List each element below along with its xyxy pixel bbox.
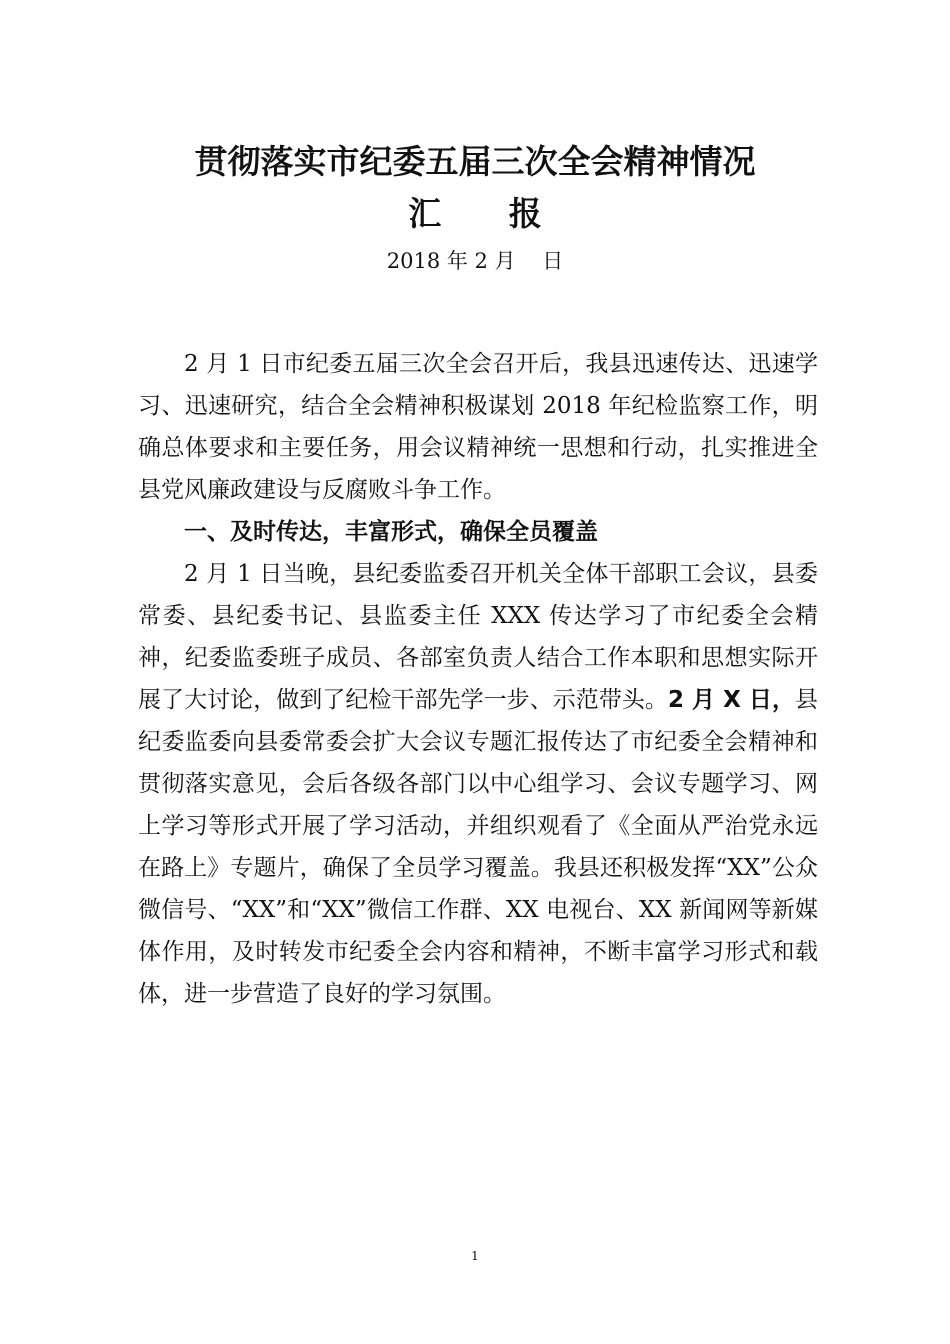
paragraph-section-1-part1: 2 月 1 日当晚，县纪委监委召开机关全体干部职工会议，县委常委、县纪委书记、县监委主任 XXX 传达学习了市纪委全会精神，纪委监委班子成员、各部室负责人结合工作本职和思想实际开展了大讨论，做到了纪检干部先学一步、示范带头。 bbox=[138, 561, 818, 713]
paragraph-section-1 bbox=[138, 553, 818, 1015]
document-title-line1: 贯彻落实市纪委五届三次全会精神情况 bbox=[194, 142, 756, 181]
paragraph-section-1-part2: 县纪委监委向县委常委会扩大会议专题汇报传达了市纪委全会精神和贯彻落实意见，会后各级各部门以中心组学习、会议专题学习、网上学习等形式开展了学习活动，并组织观看了《全面从严治党永远在路上》专题片，确保了全员学习覆盖。我县还积极发挥“XX”公众微信号、“XX”和“XX”微信工作群、XX 电视台、XX 新闻网等新媒体作用，及时转发市纪委全会内容和精神，不断丰富学习形式和载体，进一步营造了良好的学习氛围。 bbox=[138, 687, 818, 1007]
paragraph-intro: 2 月 1 日市纪委五届三次全会召开后，我县迅速传达、迅速学习、迅速研究，结合全会精神积极谋划 2018 年纪检监察工作，明确总体要求和主要任务，用会议精神统一思想和行动，扎实推进全县党风廉政建设与反腐败斗争工作。 bbox=[138, 351, 818, 503]
section-heading-1: 一、及时传达，丰富形式，确保全员覆盖 bbox=[184, 519, 598, 545]
document-title-line2: 汇 报 bbox=[408, 194, 570, 233]
paragraph-section-1-bold-date: 2 月 X 日， bbox=[667, 687, 795, 713]
page-number: 1 bbox=[471, 1249, 479, 1263]
document-body bbox=[138, 343, 818, 1015]
document-date: 2018 年 2 月 日 bbox=[386, 249, 564, 273]
